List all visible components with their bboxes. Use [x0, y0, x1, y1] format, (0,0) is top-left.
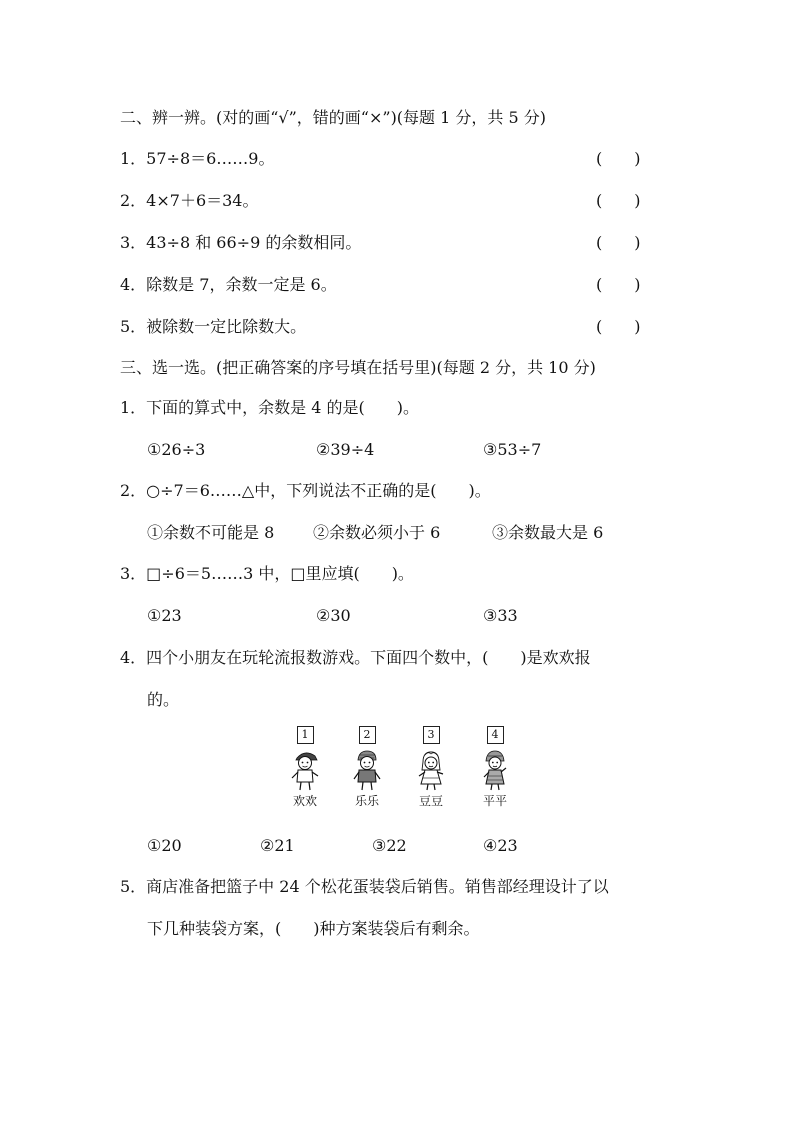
choice-question-5: 5．商店准备把篮子中 24 个松花蛋装袋后销售。销售部经理设计了以: [120, 877, 609, 896]
judge-item-1: 1．57÷8＝6……9。: [120, 149, 275, 168]
q4-option-1[interactable]: ①20: [147, 836, 182, 855]
child-number-badge: 2: [359, 726, 376, 744]
child-name: 乐乐: [354, 794, 379, 808]
q3-option-3[interactable]: ③33: [483, 606, 518, 625]
q2-option-1[interactable]: ①余数不可能是 8: [147, 523, 275, 542]
q1-option-3[interactable]: ③53÷7: [483, 440, 542, 459]
judge-item-3: 3．43÷8 和 66÷9 的余数相同。: [120, 233, 362, 252]
child-name: 豆豆: [418, 794, 443, 808]
q2-option-2[interactable]: ②余数必须小于 6: [313, 523, 441, 542]
child-huanhuan: [285, 723, 325, 808]
choice-question-3: 3．□÷6＝5……3 中，□里应填( )。: [120, 564, 414, 583]
child-lele: [347, 723, 387, 808]
child-pingping: [475, 723, 515, 808]
choice-question-1: 1．下面的算式中，余数是 4 的是( )。: [120, 398, 420, 417]
q3-option-1[interactable]: ①23: [147, 606, 182, 625]
choice-question-5-cont: 下几种装袋方案，( )种方案装袋后有剩余。: [147, 919, 480, 938]
choice-question-4-cont: 的。: [147, 690, 180, 709]
q1-option-2[interactable]: ②39÷4: [316, 440, 375, 459]
section2-title: 二、辨一辨。(对的画“√”，错的画“×”)(每题 1 分，共 5 分): [120, 108, 546, 127]
judge-item-4: 4．除数是 7，余数一定是 6。: [120, 275, 337, 294]
q4-option-4[interactable]: ④23: [483, 836, 518, 855]
q4-option-3[interactable]: ③22: [372, 836, 407, 855]
child-number-badge: 3: [423, 726, 440, 744]
boy-figure-icon: [288, 748, 322, 792]
child-doudou: [411, 723, 451, 808]
answer-blank-5[interactable]: ( ): [596, 317, 641, 336]
girl-figure-icon: [478, 748, 512, 792]
child-name: 平平: [482, 794, 507, 808]
answer-blank-2[interactable]: ( ): [596, 191, 641, 210]
choice-question-2: 2．○÷7＝6……△中，下列说法不正确的是( )。: [120, 481, 491, 500]
judge-item-5: 5．被除数一定比除数大。: [120, 317, 307, 336]
child-number-badge: 1: [297, 726, 314, 744]
q2-option-3[interactable]: ③余数最大是 6: [492, 523, 604, 542]
answer-blank-3[interactable]: ( ): [596, 233, 641, 252]
boy-figure-icon: [350, 748, 384, 792]
q1-option-1[interactable]: ①26÷3: [147, 440, 206, 459]
answer-blank-1[interactable]: ( ): [596, 149, 641, 168]
q3-option-2[interactable]: ②30: [316, 606, 351, 625]
choice-question-4: 4．四个小朋友在玩轮流报数游戏。下面四个数中，( )是欢欢报: [120, 648, 591, 667]
section3-title: 三、选一选。(把正确答案的序号填在括号里)(每题 2 分，共 10 分): [120, 358, 596, 377]
girl-figure-icon: [414, 748, 448, 792]
child-name: 欢欢: [292, 794, 317, 808]
q4-option-2[interactable]: ②21: [260, 836, 295, 855]
answer-blank-4[interactable]: ( ): [596, 275, 641, 294]
child-number-badge: 4: [487, 726, 504, 744]
judge-item-2: 2．4×7＋6＝34。: [120, 191, 259, 210]
